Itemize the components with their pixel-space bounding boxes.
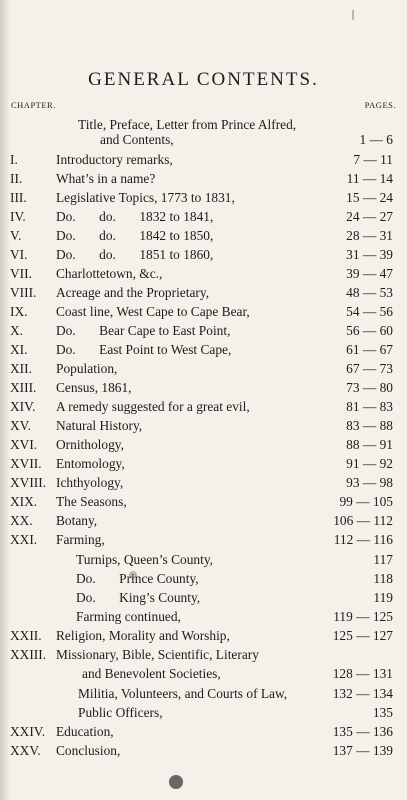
chapter-title: Charlottetown, &c., bbox=[56, 266, 163, 281]
chapter-title: Do. Prince County, bbox=[76, 571, 199, 586]
page-range: 31 — 39 bbox=[346, 247, 393, 262]
chapter-title: Natural History, bbox=[56, 418, 143, 433]
chapter-title: Botany, bbox=[56, 513, 98, 528]
chapter-number: VI. bbox=[10, 247, 28, 262]
contents-line bbox=[0, 246, 407, 264]
contents-line bbox=[0, 151, 407, 169]
page-range: 106 — 112 bbox=[333, 513, 393, 528]
page-range: 73 — 80 bbox=[346, 380, 393, 395]
chapter-title: Do. do. 1851 to 1860, bbox=[56, 247, 214, 262]
chapter-title: Farming continued, bbox=[76, 609, 181, 624]
page-range: 125 — 127 bbox=[332, 628, 393, 643]
chapter-number: VIII. bbox=[10, 285, 37, 300]
page-range: 54 — 56 bbox=[346, 304, 393, 319]
page-range: 56 — 60 bbox=[346, 323, 393, 338]
contents-line bbox=[0, 284, 407, 302]
contents-line bbox=[0, 685, 407, 703]
page-range: 117 bbox=[373, 552, 393, 567]
chapter-title: Title, Preface, Letter from Prince Alfred, bbox=[78, 117, 297, 132]
contents-line bbox=[0, 341, 407, 359]
page-range: 81 — 83 bbox=[346, 399, 393, 414]
page-range: 39 — 47 bbox=[346, 266, 393, 281]
page-range: 99 — 105 bbox=[339, 494, 393, 509]
chapter-title: Census, 1861, bbox=[56, 380, 132, 395]
chapter-title: Legislative Topics, 1773 to 1831, bbox=[56, 190, 235, 205]
page-range: 7 — 11 bbox=[353, 152, 393, 167]
page-title: GENERAL CONTENTS. bbox=[88, 69, 319, 90]
page-range: 132 — 134 bbox=[332, 686, 393, 701]
page-range: 128 — 131 bbox=[332, 666, 393, 681]
chapter-number: XI. bbox=[10, 342, 28, 357]
contents-line bbox=[0, 455, 407, 473]
chapter-number: XVI. bbox=[10, 437, 38, 452]
chapter-number: XXI. bbox=[10, 532, 38, 547]
contents-line bbox=[0, 474, 407, 492]
chapter-title: Religion, Morality and Worship, bbox=[56, 628, 230, 643]
chapter-number: IV. bbox=[10, 209, 26, 224]
chapter-number: XVII. bbox=[10, 456, 42, 471]
page-range: 119 bbox=[373, 590, 393, 605]
contents-line bbox=[0, 208, 407, 226]
chapter-number: XX. bbox=[10, 513, 33, 528]
chapter-title: Coast line, West Cape to Cape Bear, bbox=[56, 304, 250, 319]
page-range: 135 — 136 bbox=[332, 724, 393, 739]
page-range: 28 — 31 bbox=[346, 228, 393, 243]
contents-line bbox=[0, 131, 407, 149]
contents-line bbox=[0, 665, 407, 683]
chapter-number: XIX. bbox=[10, 494, 38, 509]
page-range: 83 — 88 bbox=[346, 418, 393, 433]
chapter-number: XIV. bbox=[10, 399, 36, 414]
chapter-title: A remedy suggested for a great evil, bbox=[56, 399, 250, 414]
contents-line bbox=[0, 646, 407, 664]
chapter-number: XII. bbox=[10, 361, 32, 376]
chapter-title: and Contents, bbox=[100, 132, 174, 147]
chapter-title: Militia, Volunteers, and Courts of Law, bbox=[78, 686, 288, 701]
page-range: 15 — 24 bbox=[346, 190, 393, 205]
page-range: 48 — 53 bbox=[346, 285, 393, 300]
contents-line bbox=[0, 493, 407, 511]
page-range: 1 — 6 bbox=[359, 132, 393, 147]
contents-line bbox=[0, 417, 407, 435]
chapter-title: The Seasons, bbox=[56, 494, 127, 509]
contents-line bbox=[0, 436, 407, 454]
chapter-number: XXII. bbox=[10, 628, 42, 643]
chapter-number: IX. bbox=[10, 304, 28, 319]
page-range: 67 — 73 bbox=[346, 361, 393, 376]
contents-line bbox=[0, 742, 407, 760]
contents-line bbox=[0, 265, 407, 283]
page-range: 91 — 92 bbox=[346, 456, 393, 471]
chapter-title: Public Officers, bbox=[78, 705, 163, 720]
chapter-number: XXV. bbox=[10, 743, 41, 758]
page-range: 24 — 27 bbox=[346, 209, 393, 224]
chapter-title: Missionary, Bible, Scientific, Literary bbox=[56, 647, 259, 662]
contents-line bbox=[0, 303, 407, 321]
page-range: 112 — 116 bbox=[333, 532, 393, 547]
contents-line bbox=[0, 227, 407, 245]
chapter-title: Ichthyology, bbox=[56, 475, 124, 490]
chapter-column-header: CHAPTER. bbox=[11, 100, 56, 110]
page-range: 137 — 139 bbox=[332, 743, 393, 758]
page-range: 118 bbox=[373, 571, 393, 586]
chapter-title: Do. do. 1832 to 1841, bbox=[56, 209, 214, 224]
chapter-number: XXIV. bbox=[10, 724, 46, 739]
chapter-number: I. bbox=[10, 152, 18, 167]
chapter-title: Acreage and the Proprietary, bbox=[56, 285, 210, 300]
chapter-title: Do. do. 1842 to 1850, bbox=[56, 228, 214, 243]
page-range: 88 — 91 bbox=[346, 437, 393, 452]
chapter-number: XV. bbox=[10, 418, 31, 433]
contents-line bbox=[0, 551, 407, 569]
contents-line bbox=[0, 189, 407, 207]
chapter-number: III. bbox=[10, 190, 27, 205]
chapter-title: Population, bbox=[56, 361, 118, 376]
contents-line bbox=[0, 512, 407, 530]
chapter-title: Do. King’s County, bbox=[76, 590, 201, 605]
contents-line bbox=[0, 570, 407, 588]
contents-line bbox=[0, 322, 407, 340]
contents-line bbox=[0, 531, 407, 549]
chapter-number: X. bbox=[10, 323, 24, 338]
chapter-title: Ornithology, bbox=[56, 437, 124, 452]
chapter-title: What’s in a name? bbox=[56, 171, 156, 186]
contents-line bbox=[0, 379, 407, 397]
pages-column-header: PAGES. bbox=[364, 100, 396, 110]
page-range: 11 — 14 bbox=[346, 171, 393, 186]
contents-line bbox=[0, 723, 407, 741]
contents-line bbox=[0, 360, 407, 378]
chapter-title: and Benevolent Societies, bbox=[82, 666, 221, 681]
contents-line bbox=[0, 608, 407, 626]
contents-line bbox=[0, 704, 407, 722]
contents-line bbox=[0, 589, 407, 607]
page-range: 93 — 98 bbox=[346, 475, 393, 490]
page-range: 135 bbox=[372, 705, 393, 720]
chapter-number: II. bbox=[10, 171, 23, 186]
chapter-number: XXIII. bbox=[10, 647, 47, 662]
chapter-title: Introductory remarks, bbox=[56, 152, 173, 167]
chapter-title: Turnips, Queen’s County, bbox=[76, 552, 214, 567]
contents-line bbox=[0, 170, 407, 188]
chapter-title: Farming, bbox=[56, 532, 105, 547]
chapter-title: Conclusion, bbox=[56, 743, 121, 758]
chapter-title: Do. Bear Cape to East Point, bbox=[56, 323, 231, 338]
chapter-number: XIII. bbox=[10, 380, 37, 395]
page-range: 119 — 125 bbox=[333, 609, 393, 624]
chapter-title: Entomology, bbox=[56, 456, 125, 471]
chapter-title: Education, bbox=[56, 724, 114, 739]
chapter-title: Do. East Point to West Cape, bbox=[56, 342, 232, 357]
page-range: 61 — 67 bbox=[346, 342, 393, 357]
chapter-number: VII. bbox=[10, 266, 32, 281]
contents-line bbox=[0, 398, 407, 416]
contents-line bbox=[0, 627, 407, 645]
chapter-number: XVIII. bbox=[10, 475, 47, 490]
chapter-number: V. bbox=[10, 228, 22, 243]
